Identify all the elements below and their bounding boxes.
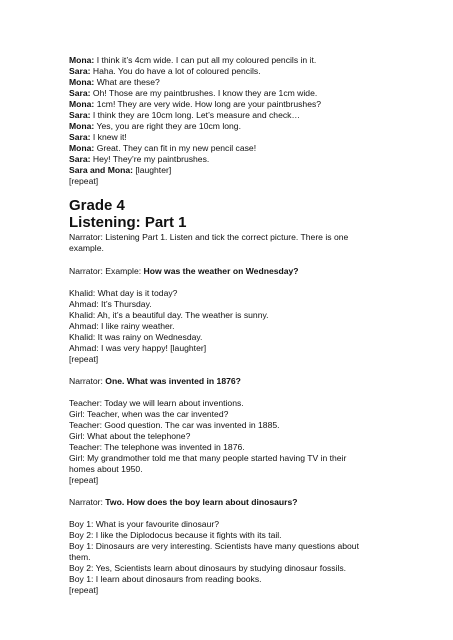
- example-line: Ahmad: I like rainy weather.: [69, 321, 175, 331]
- q1-line: Girl: My grandmother told me that many people started having TV in their: [69, 453, 347, 463]
- dialogue-line: Sara: I knew it!: [69, 132, 127, 142]
- q2-line: Boy 2: Yes, Scientists learn about dinosaurs by studying dinosaur fossils.: [69, 563, 347, 573]
- dialogue-line: Mona: Yes, you are right they are 10cm long.: [69, 121, 241, 131]
- dialogue-line: Sara and Mona: [laughter]: [69, 165, 172, 175]
- example-line: Khalid: It was rainy on Wednesday.: [69, 332, 203, 342]
- q1-line: Girl: What about the telephone?: [69, 431, 191, 441]
- dialogue-line: Mona: 1cm! They are very wide. How long are your paintbrushes?: [69, 99, 322, 109]
- example-line: Khalid: Ah, it’s a beautiful day. The weather is sunny.: [69, 310, 269, 320]
- q1-line: Teacher: Good question. The car was invented in 1885.: [69, 420, 280, 430]
- example-line: Ahmad: It’s Thursday.: [69, 299, 152, 309]
- repeat-marker: [repeat]: [69, 354, 99, 364]
- question-one: Narrator: One. What was invented in 1876?: [69, 376, 241, 386]
- q1-line: homes about 1950.: [69, 464, 143, 474]
- dialogue-line: Sara: I think they are 10cm long. Let’s measure and check…: [69, 110, 301, 120]
- example-line: Khalid: What day is it today?: [69, 288, 178, 298]
- q2-line: Boy 1: What is your favourite dinosaur?: [69, 519, 219, 529]
- repeat-marker: [repeat]: [69, 176, 99, 186]
- q1-line: Girl: Teacher, when was the car invented?: [69, 409, 229, 419]
- repeat-marker: [repeat]: [69, 585, 99, 595]
- dialogue-line: Sara: Hey! They’re my paintbrushes.: [69, 154, 210, 164]
- grade-heading: Grade 4: [69, 197, 125, 214]
- intro-line: Narrator: Listening Part 1. Listen and tick the correct picture. There is one: [69, 232, 349, 242]
- q1-line: Teacher: Today we will learn about inventions.: [69, 398, 244, 408]
- dialogue-line: Mona: Great. They can fit in my new pencil case!: [69, 143, 257, 153]
- example-question: Narrator: Example: How was the weather on Wednesday?: [69, 266, 299, 276]
- dialogue-line: Sara: Haha. You do have a lot of coloured pencils.: [69, 66, 261, 76]
- dialogue-line: Mona: What are these?: [69, 77, 160, 87]
- part-heading: Listening: Part 1: [69, 214, 187, 231]
- dialogue-line: Sara: Oh! Those are my paintbrushes. I know they are 1cm wide.: [69, 88, 318, 98]
- q1-line: Teacher: The telephone was invented in 1876.: [69, 442, 245, 452]
- dialogue-line: Mona: I think it’s 4cm wide. I can put all my coloured pencils in it.: [69, 55, 317, 65]
- q2-line: them.: [69, 552, 91, 562]
- q2-line: Boy 1: I learn about dinosaurs from reading books.: [69, 574, 262, 584]
- repeat-marker: [repeat]: [69, 475, 99, 485]
- intro-line: example.: [69, 243, 104, 253]
- question-two: Narrator: Two. How does the boy learn about dinosaurs?: [69, 497, 298, 507]
- example-line: Ahmad: I was very happy! [laughter]: [69, 343, 207, 353]
- q2-line: Boy 1: Dinosaurs are very interesting. Scientists have many questions about: [69, 541, 359, 551]
- q2-line: Boy 2: I like the Diplodocus because it fights with its tail.: [69, 530, 282, 540]
